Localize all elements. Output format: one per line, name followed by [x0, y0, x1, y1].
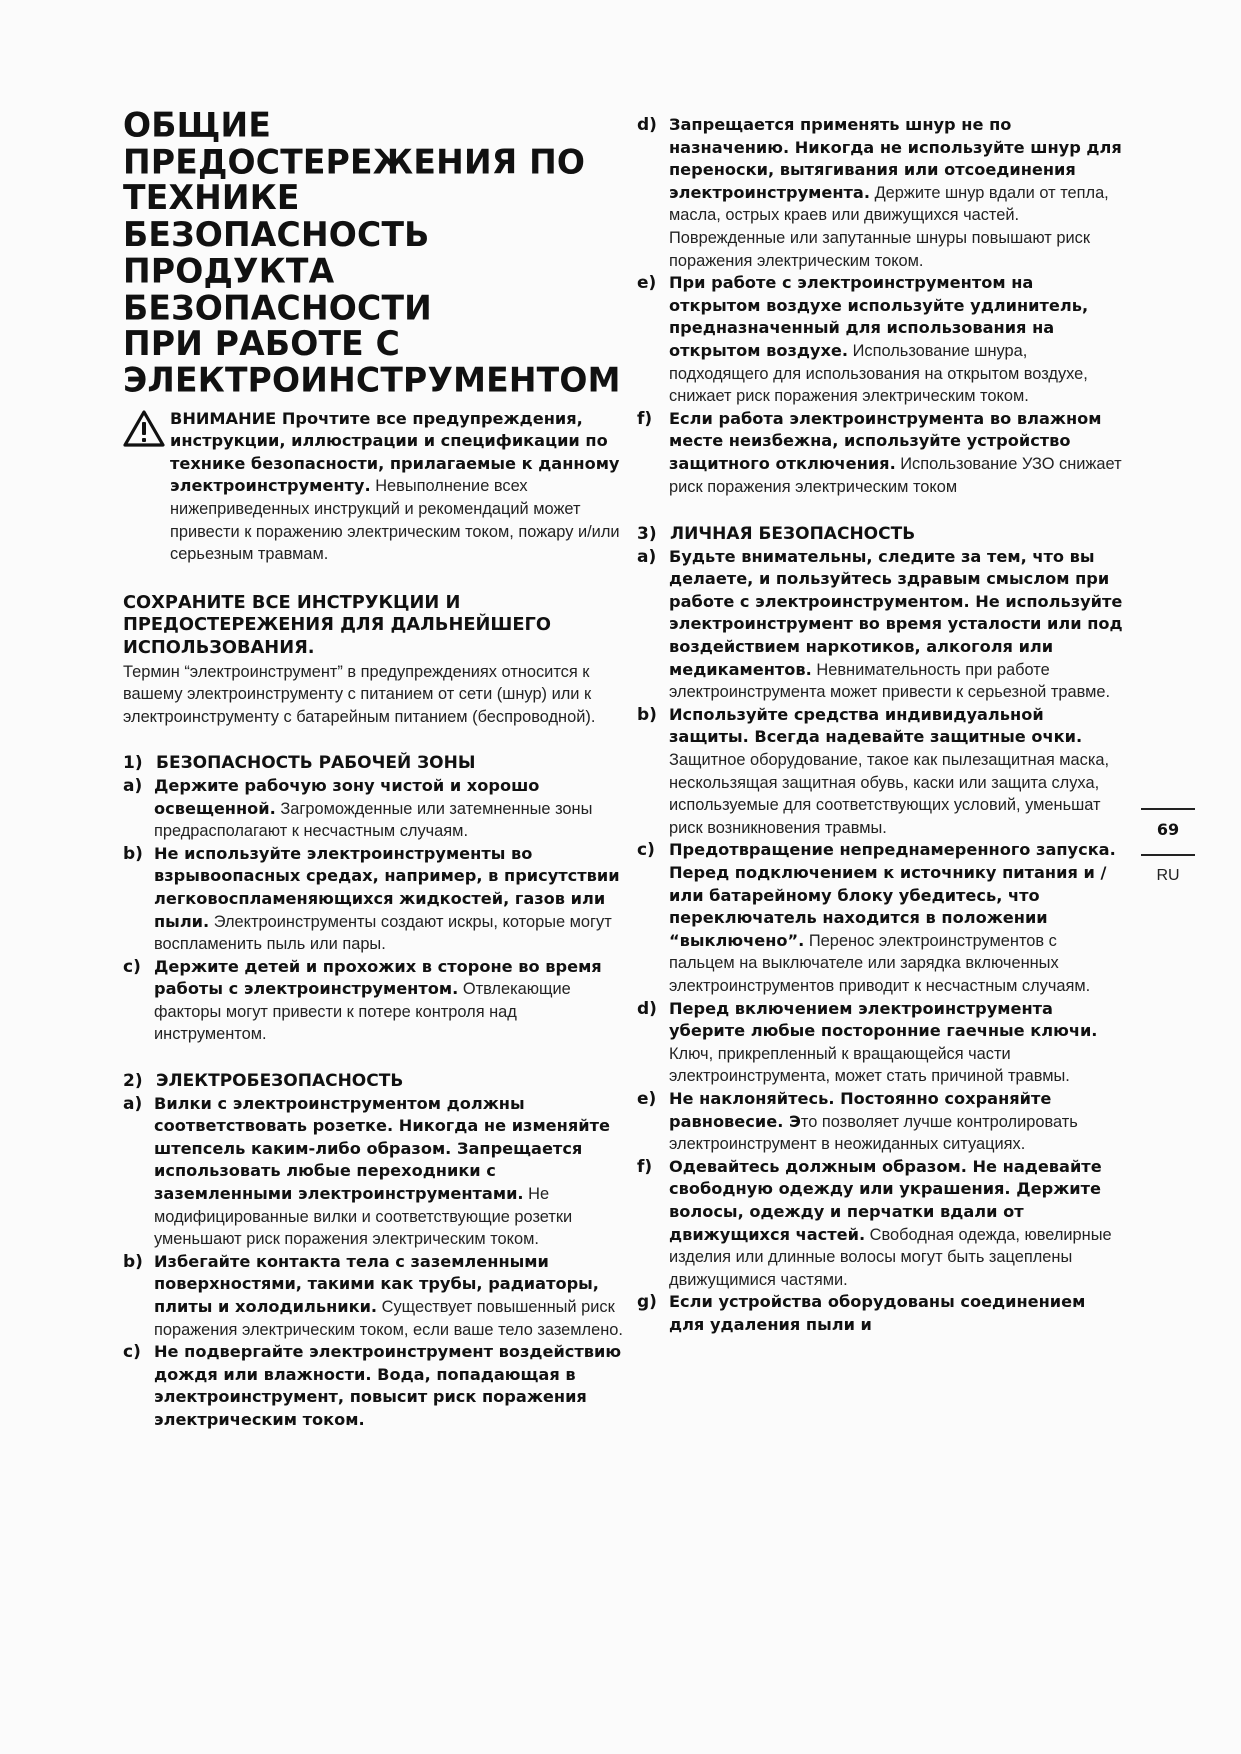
right-column [637, 114, 1125, 1336]
item-bold-text: Предотвращение непреднамеренного запуска. Перед подключением к источнику питания и / или батарейному блоку убедитесь, что переключатель находится в положении “выключено”. [669, 840, 1116, 950]
list-item [123, 1251, 623, 1341]
item-normal-text: Электроинструменты создают искры, которые могут воспламенить пыль или пары. [154, 912, 612, 954]
item-normal-text: Защитное оборудование, такое как пылезащитная маска, нескользящая защитная обувь, каски или защита слуха, используемые для соответствующих условий, уменьшат риск возникновения травмы. [669, 751, 1110, 837]
item-bold-text: Вилки с электроинструментом должны соответствовать розетке. Никогда не изменяйте штепсель каким-либо образом. Запрещается использовать любые переходники с заземленными электроинструментами. [154, 1093, 610, 1204]
save-instructions-heading: СОХРАНИТЕ ВСЕ ИНСТРУКЦИИ И ПРЕДОСТЕРЕЖЕНИЯ ДЛЯ ДАЛЬНЕЙШЕГО ИСПОЛЬЗОВАНИЯ. [123, 591, 551, 658]
item-letter: a) [123, 775, 143, 796]
left-column [123, 105, 623, 1432]
save-instructions-text: Термин “электроинструмент” в предупреждениях относится к вашему электроинструменту с питанием от сети (шнур) или к электроинструменту с батарейным питанием (беспроводной). [123, 662, 596, 726]
page-title [123, 107, 623, 398]
page-tab [1141, 808, 1195, 886]
title-line: БЕЗОПАСНОСТЬ [123, 214, 430, 255]
section-number: 1) [123, 753, 143, 774]
item-normal-text: то позволяет лучше контролировать электроинструмент в неожиданных ситуациях. [669, 1112, 1078, 1154]
title-line: ПРИ РАБОТЕ С [123, 323, 401, 364]
section-heading [637, 523, 1125, 546]
title-line: БЕЗОПАСНОСТИ [123, 287, 432, 327]
item-bold-text: Одевайтесь должным образом. Не надевайте свободную одежду или украшения. Держите волосы, одежду и перчатки вдали от движущихся частей. [669, 1156, 1102, 1244]
item-bold-text: Перед включением электроинструмента уберите любые посторонние гаечные ключи. [669, 998, 1098, 1041]
item-letter: e) [637, 1088, 657, 1109]
item-normal-text: Использование шнура, подходящего для использования на открытом воздухе, снижает риск поражения электрическим током. [669, 341, 1088, 406]
section-heading [123, 1070, 623, 1093]
list-item [637, 114, 1125, 272]
list-item [637, 1291, 1125, 1336]
item-letter: d) [637, 115, 657, 135]
title-line: ПРЕДОСТЕРЕЖЕНИЯ ПО [123, 141, 586, 182]
item-normal-text: Невнимательность при работе электроинструмента может привести к серьезной травме. [669, 660, 1111, 702]
section-title: ЛИЧНАЯ БЕЗОПАСНОСТЬ [670, 524, 916, 545]
warning-normal-text: Невыполнение всех нижеприведенных инструкций и рекомендаций может привести к поражению электрическим током, пожару и/или серьезным травмам. [170, 477, 620, 564]
list-item [637, 546, 1125, 704]
item-normal-text: Загроможденные или затемненные зоны предрасполагают к несчастным случаям. [154, 799, 593, 841]
item-letter: a) [123, 1093, 143, 1114]
item-normal-text: Держите шнур вдали от тепла, масла, острых краев или движущихся частей. Поврежденные или запутанные шнуры повышают риск поражения электрическим током. [669, 183, 1109, 270]
item-letter: a) [637, 546, 657, 567]
item-bold-text: Будьте внимательны, следите за тем, что вы делаете, и пользуйтесь здравым смыслом при работе с электроинструментом. Не используйте электроинструмент во время усталости или под воздействием наркотиков, алкоголя или медикаментов. [669, 546, 1123, 679]
item-bold-text: Держите детей и прохожих в стороне во время работы с электроинструментом. [154, 956, 602, 999]
item-letter: d) [637, 998, 657, 1019]
title-line: ПРОДУКТА [123, 250, 335, 291]
item-letter: g) [637, 1292, 657, 1313]
warning-block [123, 408, 623, 566]
page-number: 69 [1141, 810, 1195, 856]
item-letter: b) [123, 1251, 143, 1272]
item-bold-text: Если работа электроинструмента во влажном месте неизбежна, используйте устройство защитного отключения. [669, 408, 1102, 473]
item-normal-text: Свободная одежда, ювелирные изделия или длинные волосы могут быть зацеплены движущимися частями. [669, 1225, 1112, 1289]
item-bold-text: Не наклоняйтесь. Постоянно сохраняйте равновесие. Э [669, 1088, 1052, 1131]
item-letter: b) [637, 704, 657, 725]
item-bold-text: Используйте средства индивидуальной защиты. Всегда надевайте защитные очки. [669, 704, 1083, 747]
list-item [123, 1093, 623, 1251]
section-title: БЕЗОПАСНОСТЬ РАБОЧЕЙ ЗОНЫ [156, 753, 476, 774]
language-code: RU [1156, 867, 1180, 884]
item-bold-text: Если устройства оборудованы соединением для удаления пыли и [669, 1292, 1086, 1334]
list-item [637, 408, 1125, 498]
list-item [123, 956, 623, 1046]
list-item [123, 843, 623, 956]
item-bold-text: Не используйте электроинструменты во взрывоопасных средах, например, в присутствии легковоспламеняющихся жидкостей, газов или пыли. [154, 843, 620, 931]
item-letter: b) [123, 843, 143, 864]
item-normal-text: Отвлекающие факторы могут привести к потере контроля над инструментом. [154, 980, 571, 1044]
section-number: 3) [637, 524, 657, 545]
section-number: 2) [123, 1071, 143, 1092]
item-normal-text: Не модифицированные вилки и соответствующие розетки уменьшают риск поражения электрическим током. [154, 1185, 573, 1249]
item-bold-text: Запрещается применять шнур не по назначению. Никогда не используйте шнур для переноски, вытягивания или отсоединения электроинструмента. [669, 115, 1122, 202]
item-normal-text: Существует повышенный риск поражения электрическим током, если ваше тело заземлено. [154, 1298, 623, 1339]
item-bold-text: При работе с электроинструментом на открытом воздухе используйте удлинитель, предназначенный для использования на открытом воздухе. [669, 273, 1089, 360]
list-item [637, 839, 1125, 997]
item-letter: f) [637, 1156, 653, 1177]
item-letter: e) [637, 273, 657, 294]
warning-triangle-icon [123, 410, 165, 448]
item-letter: c) [637, 840, 655, 861]
item-bold-text: Не подвергайте электроинструмент воздействию дождя или влажности. Вода, попадающая в электроинструмент, повысит риск поражения электрическим током. [154, 1342, 622, 1429]
item-bold-text: Избегайте контакта тела с заземленными поверхностями, такими как трубы, радиаторы, плиты и холодильники. [154, 1251, 599, 1316]
item-letter: f) [637, 408, 653, 429]
item-normal-text: Перенос электроинструментов с пальцем на выключателе или зарядка включенных электроинструментов приводит к несчастным случаям. [669, 931, 1091, 995]
item-bold-text: Держите рабочую зону чистой и хорошо освещенной. [154, 775, 540, 818]
list-item [637, 998, 1125, 1088]
list-item [637, 1088, 1125, 1156]
list-item [637, 1156, 1125, 1292]
item-letter: c) [123, 956, 141, 977]
warning-bold-text: ВНИМАНИЕ Прочтите все предупреждения, инструкции, иллюстрации и спецификации по технике безопасности, прилагаемые к данному электроинструменту. [170, 408, 620, 496]
list-item [123, 1341, 623, 1431]
section-heading [123, 752, 623, 775]
item-normal-text: Использование УЗО снижает риск поражения электрическим током [669, 454, 1122, 496]
item-letter: c) [123, 1342, 141, 1363]
title-line: ЭЛЕКТРОИНСТРУМЕНТОМ [123, 360, 621, 400]
list-item [637, 704, 1125, 840]
item-normal-text: Ключ, прикрепленный к вращающейся части электроинструмента, может стать причиной травмы. [669, 1044, 1070, 1086]
list-item [123, 775, 623, 843]
title-line: ОБЩИЕ [123, 105, 272, 145]
list-item [637, 272, 1125, 408]
section-title: ЭЛЕКТРОБЕЗОПАСНОСТЬ [156, 1071, 404, 1092]
title-line: ТЕХНИКЕ [123, 177, 300, 218]
